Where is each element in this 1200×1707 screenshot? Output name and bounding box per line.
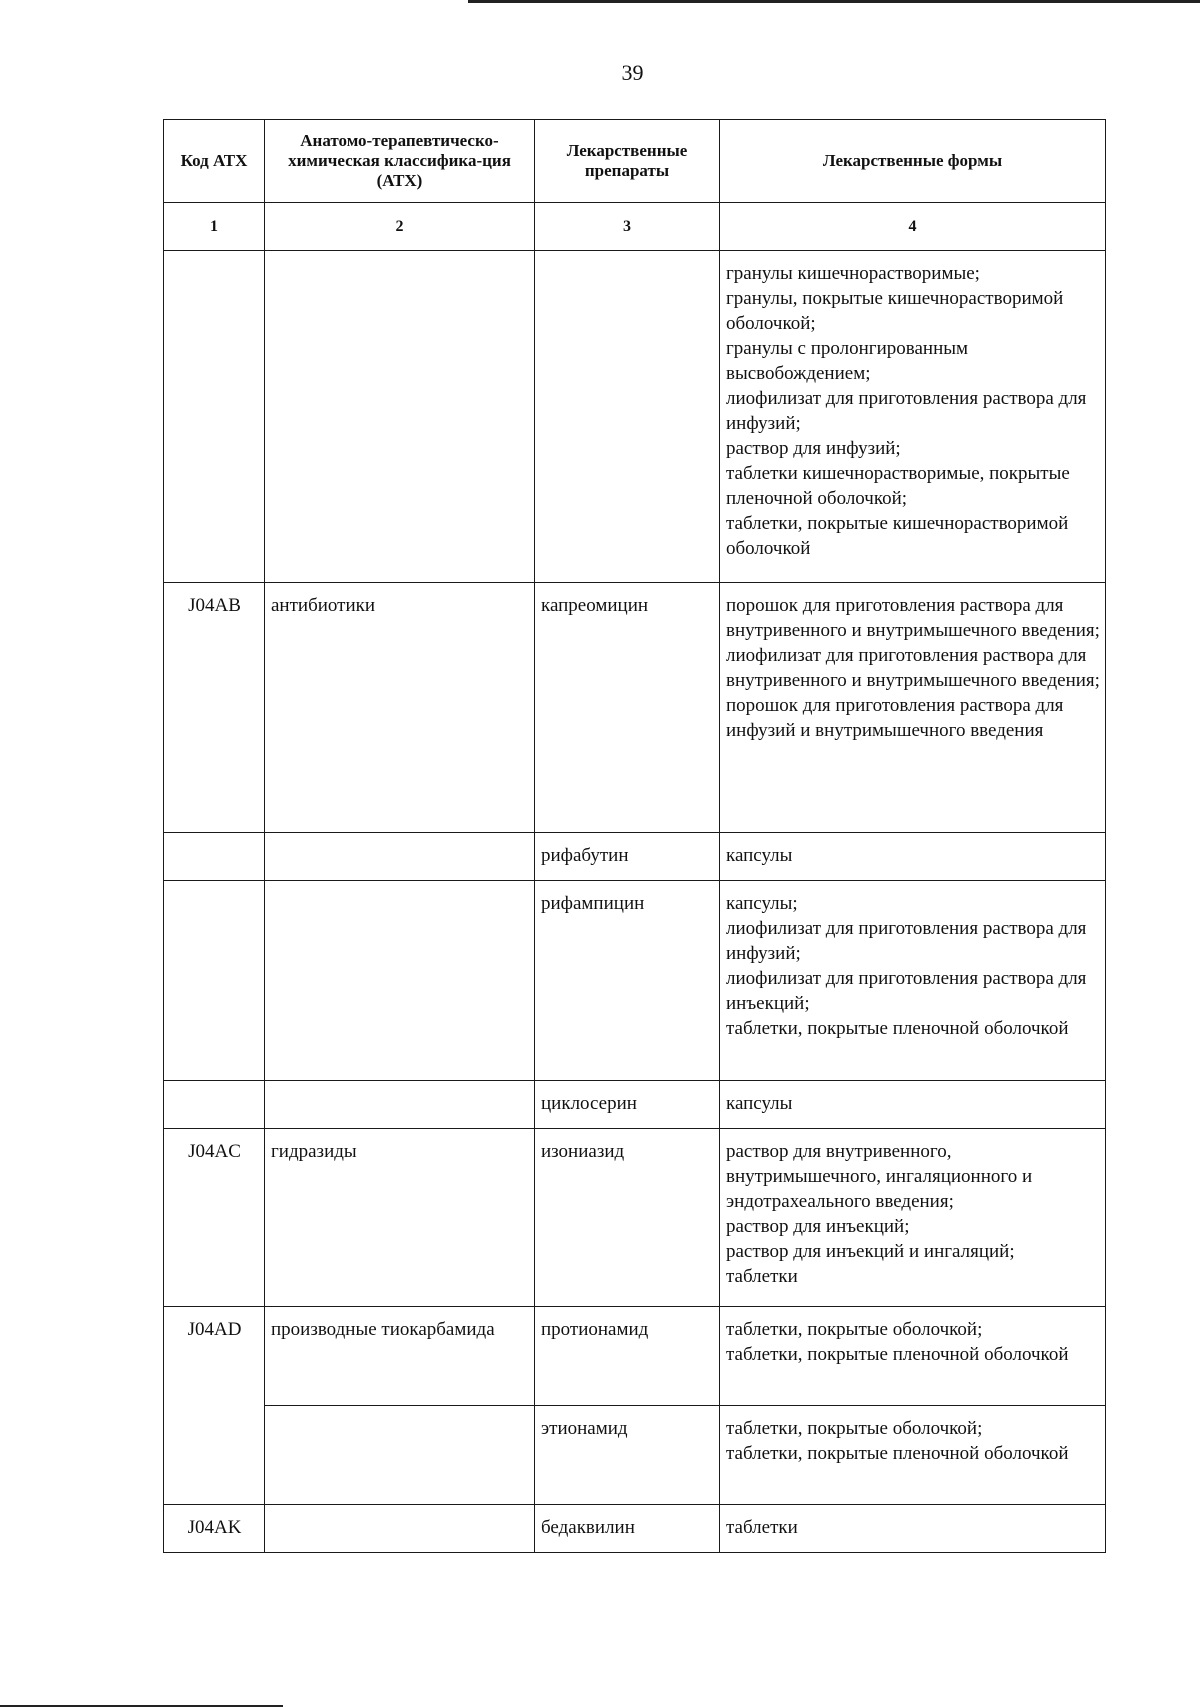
- table-row: [164, 1505, 1106, 1553]
- dosage-forms-cell: [720, 583, 1106, 833]
- table-row: [164, 251, 1106, 583]
- classification-cell: производные тиокарбамида: [265, 1307, 535, 1406]
- classification-cell: [265, 1406, 535, 1505]
- atc-code-cell: [164, 1406, 265, 1505]
- dosage-form-item: капсулы;: [726, 893, 798, 914]
- header-forms: Лекарственные формы: [720, 120, 1106, 203]
- atc-code-cell: [164, 1081, 265, 1129]
- drug-name-cell: бедаквилин: [535, 1505, 720, 1553]
- table-row: [164, 833, 1106, 881]
- dosage-form-item: таблетки: [726, 1517, 798, 1538]
- drug-name-cell: циклосерин: [535, 1081, 720, 1129]
- classification-cell: [265, 1081, 535, 1129]
- drug-name-cell: рифампицин: [535, 881, 720, 1081]
- atc-code-cell: [164, 881, 265, 1081]
- dosage-forms-cell: [720, 251, 1106, 583]
- dosage-form-item: таблетки, покрытые пленочной оболочкой: [726, 1344, 1069, 1365]
- dosage-forms-cell: [720, 1129, 1106, 1307]
- header-drugs: Лекарственные препараты: [535, 120, 720, 203]
- dosage-forms-cell: [720, 1081, 1106, 1129]
- dosage-form-item: таблетки: [726, 1266, 798, 1287]
- dosage-form-item: таблетки, покрытые пленочной оболочкой: [726, 1018, 1069, 1039]
- dosage-forms-cell: [720, 833, 1106, 881]
- dosage-forms-cell: [720, 1307, 1106, 1406]
- dosage-form-item: раствор для инъекций и ингаляций;: [726, 1241, 1015, 1262]
- table-row: [164, 881, 1106, 1081]
- drug-name-cell: этионамид: [535, 1406, 720, 1505]
- classification-cell: [265, 1505, 535, 1553]
- atc-code-cell: [164, 833, 265, 881]
- atc-code-cell: [164, 251, 265, 583]
- dosage-form-item: порошок для приготовления раствора для внутривенного и внутримышечного введения;: [726, 595, 1100, 641]
- dosage-form-item: гранулы с пролонгированным высвобождением;: [726, 338, 969, 384]
- dosage-forms-cell: [720, 881, 1106, 1081]
- table-row: [164, 583, 1106, 833]
- drug-name-cell: протионамид: [535, 1307, 720, 1406]
- dosage-form-item: гранулы, покрытые кишечнорастворимой оболочкой;: [726, 288, 1064, 334]
- dosage-form-item: раствор для инъекций;: [726, 1216, 910, 1237]
- atc-drug-table: [163, 119, 1106, 1553]
- atc-code-cell: J04AC: [164, 1129, 265, 1307]
- atc-code-cell: J04AD: [164, 1307, 265, 1406]
- classification-cell: [265, 251, 535, 583]
- drug-name-cell: рифабутин: [535, 833, 720, 881]
- classification-cell: гидразиды: [265, 1129, 535, 1307]
- dosage-form-item: таблетки, покрытые кишечнорастворимой оболочкой: [726, 513, 1069, 559]
- table-header-row: [164, 120, 1106, 203]
- drug-name-cell: [535, 251, 720, 583]
- dosage-form-item: капсулы: [726, 845, 793, 866]
- column-number: 2: [265, 203, 535, 251]
- atc-code-cell: J04AB: [164, 583, 265, 833]
- dosage-form-item: таблетки, покрытые оболочкой;: [726, 1418, 983, 1439]
- header-classification: Анатомо-терапевтическо-химическая классифика-ция (АТХ): [265, 120, 535, 203]
- dosage-form-item: раствор для инфузий;: [726, 438, 901, 459]
- column-number: 4: [720, 203, 1106, 251]
- column-number-row: [164, 203, 1106, 251]
- scan-edge-rule: [468, 0, 1200, 3]
- header-atc-code: Код АТХ: [164, 120, 265, 203]
- table-row: [164, 1307, 1106, 1406]
- table-row: [164, 1406, 1106, 1505]
- dosage-form-item: таблетки, покрытые пленочной оболочкой: [726, 1443, 1069, 1464]
- dosage-form-item: капсулы: [726, 1093, 793, 1114]
- dosage-forms-cell: [720, 1406, 1106, 1505]
- drug-name-cell: изониазид: [535, 1129, 720, 1307]
- dosage-form-item: лиофилизат для приготовления раствора для инъекций;: [726, 968, 1087, 1014]
- drug-name-cell: капреомицин: [535, 583, 720, 833]
- dosage-form-item: лиофилизат для приготовления раствора для инфузий;: [726, 918, 1087, 964]
- classification-cell: [265, 881, 535, 1081]
- classification-cell: антибиотики: [265, 583, 535, 833]
- classification-cell: [265, 833, 535, 881]
- dosage-forms-cell: [720, 1505, 1106, 1553]
- dosage-form-item: гранулы кишечнорастворимые;: [726, 263, 980, 284]
- page-number: 39: [621, 60, 644, 85]
- dosage-form-item: раствор для внутривенного, внутримышечного, ингаляционного и эндотрахеального введения;: [726, 1141, 1033, 1212]
- dosage-form-item: лиофилизат для приготовления раствора для инфузий;: [726, 388, 1087, 434]
- dosage-form-item: лиофилизат для приготовления раствора для внутривенного и внутримышечного введения;: [726, 645, 1100, 691]
- dosage-form-item: порошок для приготовления раствора для инфузий и внутримышечного введения: [726, 695, 1064, 741]
- column-number: 3: [535, 203, 720, 251]
- table-row: [164, 1081, 1106, 1129]
- atc-code-cell: J04AK: [164, 1505, 265, 1553]
- dosage-form-item: таблетки кишечнорастворимые, покрытые пленочной оболочкой;: [726, 463, 1070, 509]
- table-row: [164, 1129, 1106, 1307]
- dosage-form-item: таблетки, покрытые оболочкой;: [726, 1319, 983, 1340]
- column-number: 1: [164, 203, 265, 251]
